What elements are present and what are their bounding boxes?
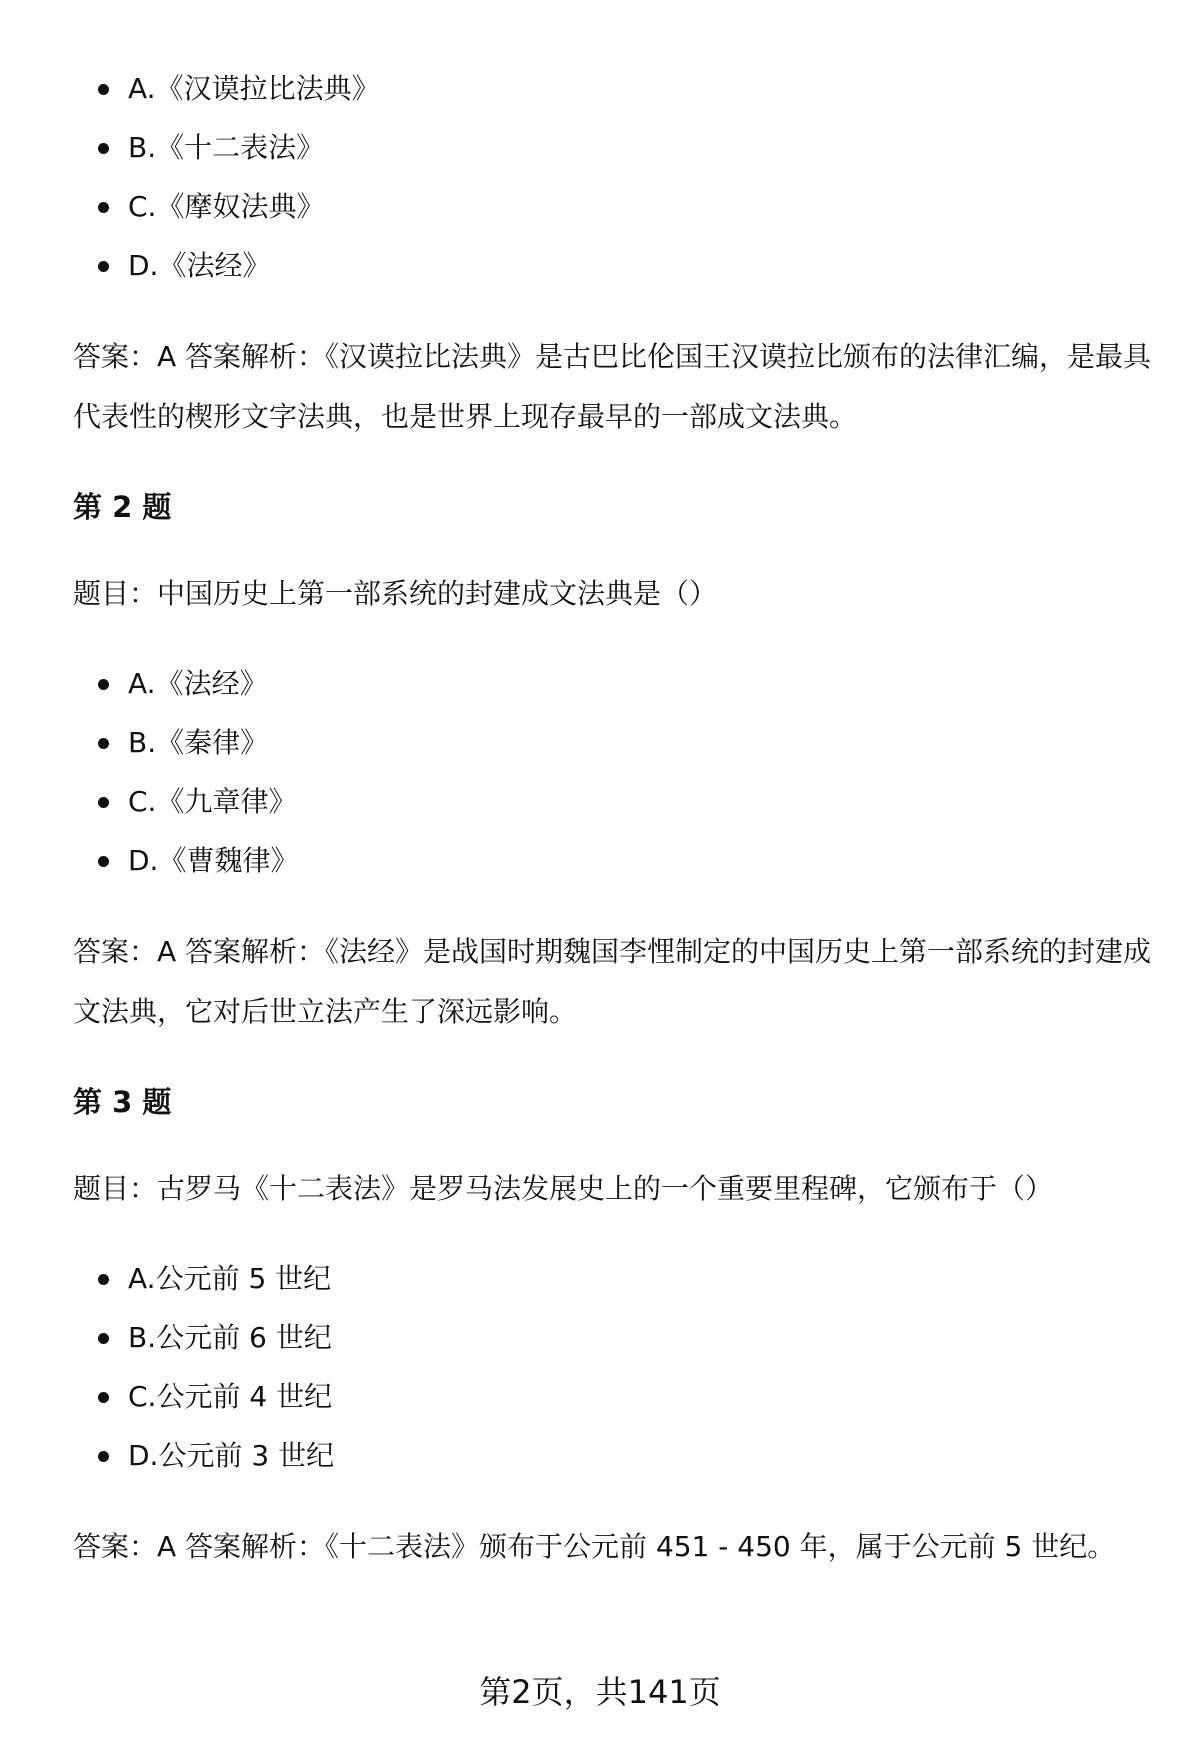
option-text: B.《秦律》: [128, 726, 269, 759]
q1-option-c: [0, 177, 380, 236]
option-text: D.《曹魏律》: [128, 844, 299, 877]
bullet-icon: [98, 1274, 109, 1285]
q2-option-d: [0, 831, 298, 890]
bullet-icon: [98, 1451, 109, 1462]
bullet-icon: [98, 856, 109, 867]
q1-option-b: [0, 118, 380, 177]
option-text: C.《摩奴法典》: [128, 190, 325, 223]
q1-option-a: [0, 59, 380, 118]
q1-answer-explanation: 答案：A 答案解析：《汉谟拉比法典》是古巴比伦国王汉谟拉比颁布的法律汇编，是最具代表性的楔形文字法典，也是世界上现存最早的一部成文法典。: [73, 340, 1152, 433]
option-text: D.公元前 3 世纪: [128, 1439, 335, 1472]
option-text: C.《九章律》: [128, 785, 297, 818]
option-text: C.公元前 4 世纪: [128, 1380, 333, 1413]
bullet-icon: [98, 202, 109, 213]
bullet-icon: [98, 143, 109, 154]
q1-options-list: [0, 59, 380, 295]
bullet-icon: [98, 1392, 109, 1403]
q2-answer-explanation: 答案：A 答案解析：《法经》是战国时期魏国李悝制定的中国历史上第一部系统的封建成文法典，它对后世立法产生了深远影响。: [73, 935, 1152, 1028]
page-number-footer: 第2页，共141页: [479, 1673, 721, 1711]
bullet-icon: [98, 679, 109, 690]
q3-option-c: [0, 1367, 334, 1426]
q1-option-d: [0, 236, 380, 295]
q3-question: 题目：古罗马《十二表法》是罗马法发展史上的一个重要里程碑，它颁布于（）: [73, 1172, 1054, 1205]
bullet-icon: [98, 738, 109, 749]
option-text: A.《汉谟拉比法典》: [128, 72, 380, 105]
q2-question: 题目：中国历史上第一部系统的封建成文法典是（）: [73, 577, 718, 610]
q3-answer-explanation: 答案：A 答案解析：《十二表法》颁布于公元前 451 - 450 年，属于公元前 5 世纪。: [73, 1530, 1116, 1563]
q3-options-list: [0, 1249, 334, 1485]
q2-option-b: [0, 713, 298, 772]
option-text: A.公元前 5 世纪: [128, 1262, 332, 1295]
q3-option-a: [0, 1249, 334, 1308]
option-text: D.《法经》: [128, 249, 271, 282]
q2-option-c: [0, 772, 298, 831]
option-text: B.公元前 6 世纪: [128, 1321, 332, 1354]
bullet-icon: [98, 1333, 109, 1344]
q3-option-d: [0, 1426, 334, 1485]
q3-heading: 第 3 题: [73, 1085, 172, 1119]
q3-option-b: [0, 1308, 334, 1367]
q2-heading: 第 2 题: [73, 490, 172, 524]
bullet-icon: [98, 84, 109, 95]
option-text: B.《十二表法》: [128, 131, 325, 164]
q2-options-list: [0, 654, 298, 890]
q2-option-a: [0, 654, 298, 713]
bullet-icon: [98, 797, 109, 808]
option-text: A.《法经》: [128, 667, 268, 700]
bullet-icon: [98, 261, 109, 272]
